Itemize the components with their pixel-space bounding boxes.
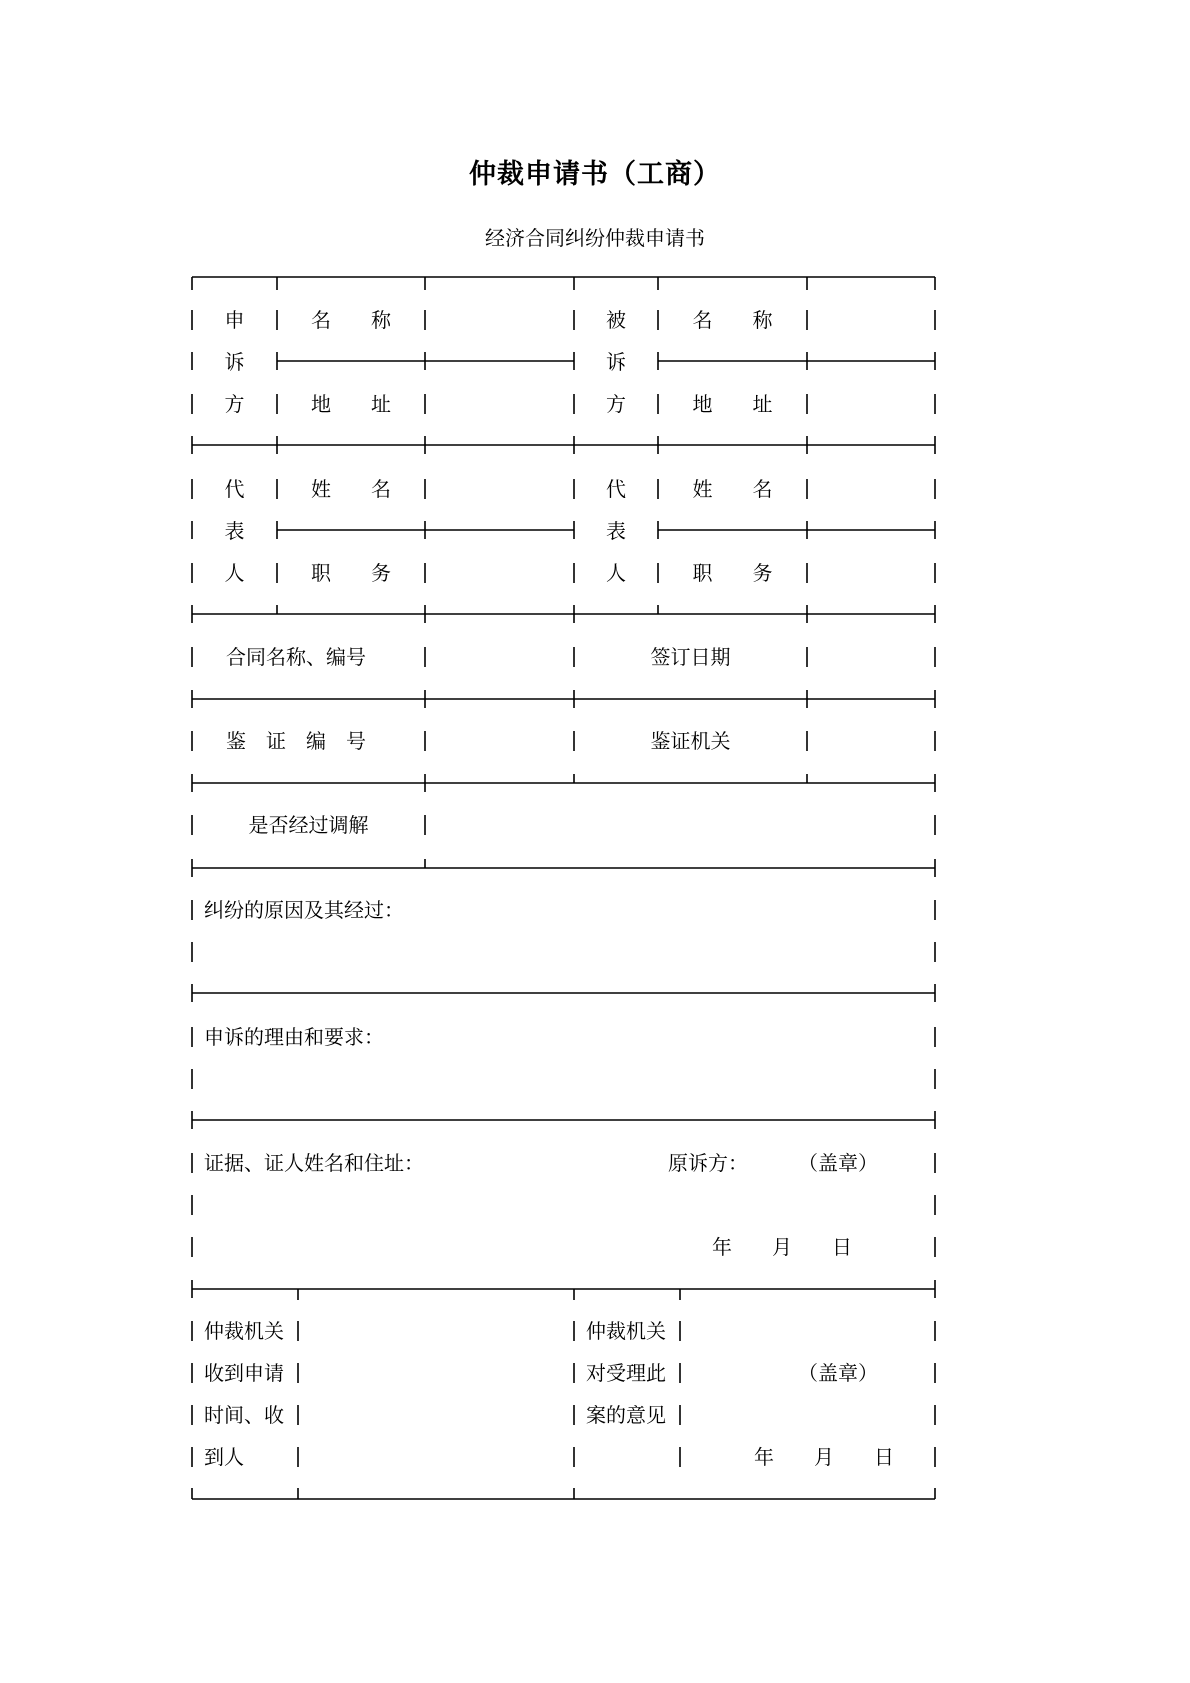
applicant-rep-char-1: 代 [224,477,245,501]
signing-date-label: 签订日期 [650,645,731,669]
opinion-label-line-1: 仲裁机关 [586,1319,666,1343]
date-label: 年 月 日 [712,1235,852,1259]
applicant-name-label: 名 称 [311,308,391,332]
applicant-address-label: 地 址 [311,392,391,416]
opinion-label-line-2: 对受理此 [586,1361,666,1385]
respondent-name-label: 名 称 [692,308,773,332]
applicant-rep-position-label: 职 务 [311,561,391,585]
opinion-label-line-3: 案的意见 [586,1403,666,1427]
original-party-label: 原诉方： [668,1151,748,1175]
verification-office-label: 鉴证机关 [650,729,731,753]
applicant-rep-name-label: 姓 名 [311,477,391,501]
respondent-rep-position-label: 职 务 [692,561,773,585]
respondent-side-char-2: 诉 [606,350,626,374]
form-subtitle: 经济合同纠纷仲裁申请书 [485,226,705,250]
respondent-rep-char-3: 人 [606,561,626,585]
applicant-rep-char-2: 表 [224,519,245,543]
verification-no-label: 鉴 证 编 号 [226,729,366,753]
receipt-label-line-4: 到人 [204,1445,244,1469]
date-label-2: 年 月 日 [754,1445,894,1469]
applicant-rep-char-3: 人 [224,561,245,585]
applicant-side-char-2: 诉 [224,350,245,374]
dispute-cause-label: 纠纷的原因及其经过： [204,898,404,922]
contract-name-label: 合同名称、编号 [226,645,366,669]
seal-label: （盖章） [798,1151,878,1175]
respondent-rep-char-1: 代 [606,477,626,501]
receipt-label-line-2: 收到申请 [204,1361,284,1385]
page-title: 仲裁申请书（工商） [469,159,721,190]
receipt-label-line-3: 时间、收 [204,1403,284,1427]
applicant-side-char-1: 申 [224,308,245,332]
claim-label: 申诉的理由和要求： [204,1025,384,1049]
applicant-side-char-3: 方 [224,392,245,416]
mediation-label: 是否经过调解 [248,813,369,837]
respondent-address-label: 地 址 [692,392,773,416]
seal-label-2: （盖章） [798,1361,878,1385]
respondent-rep-char-2: 表 [606,519,626,543]
respondent-rep-name-label: 姓 名 [692,477,773,501]
respondent-side-char-1: 被 [606,308,626,332]
respondent-side-char-3: 方 [606,392,626,416]
evidence-label: 证据、证人姓名和住址： [204,1151,424,1175]
receipt-label-line-1: 仲裁机关 [204,1319,284,1343]
